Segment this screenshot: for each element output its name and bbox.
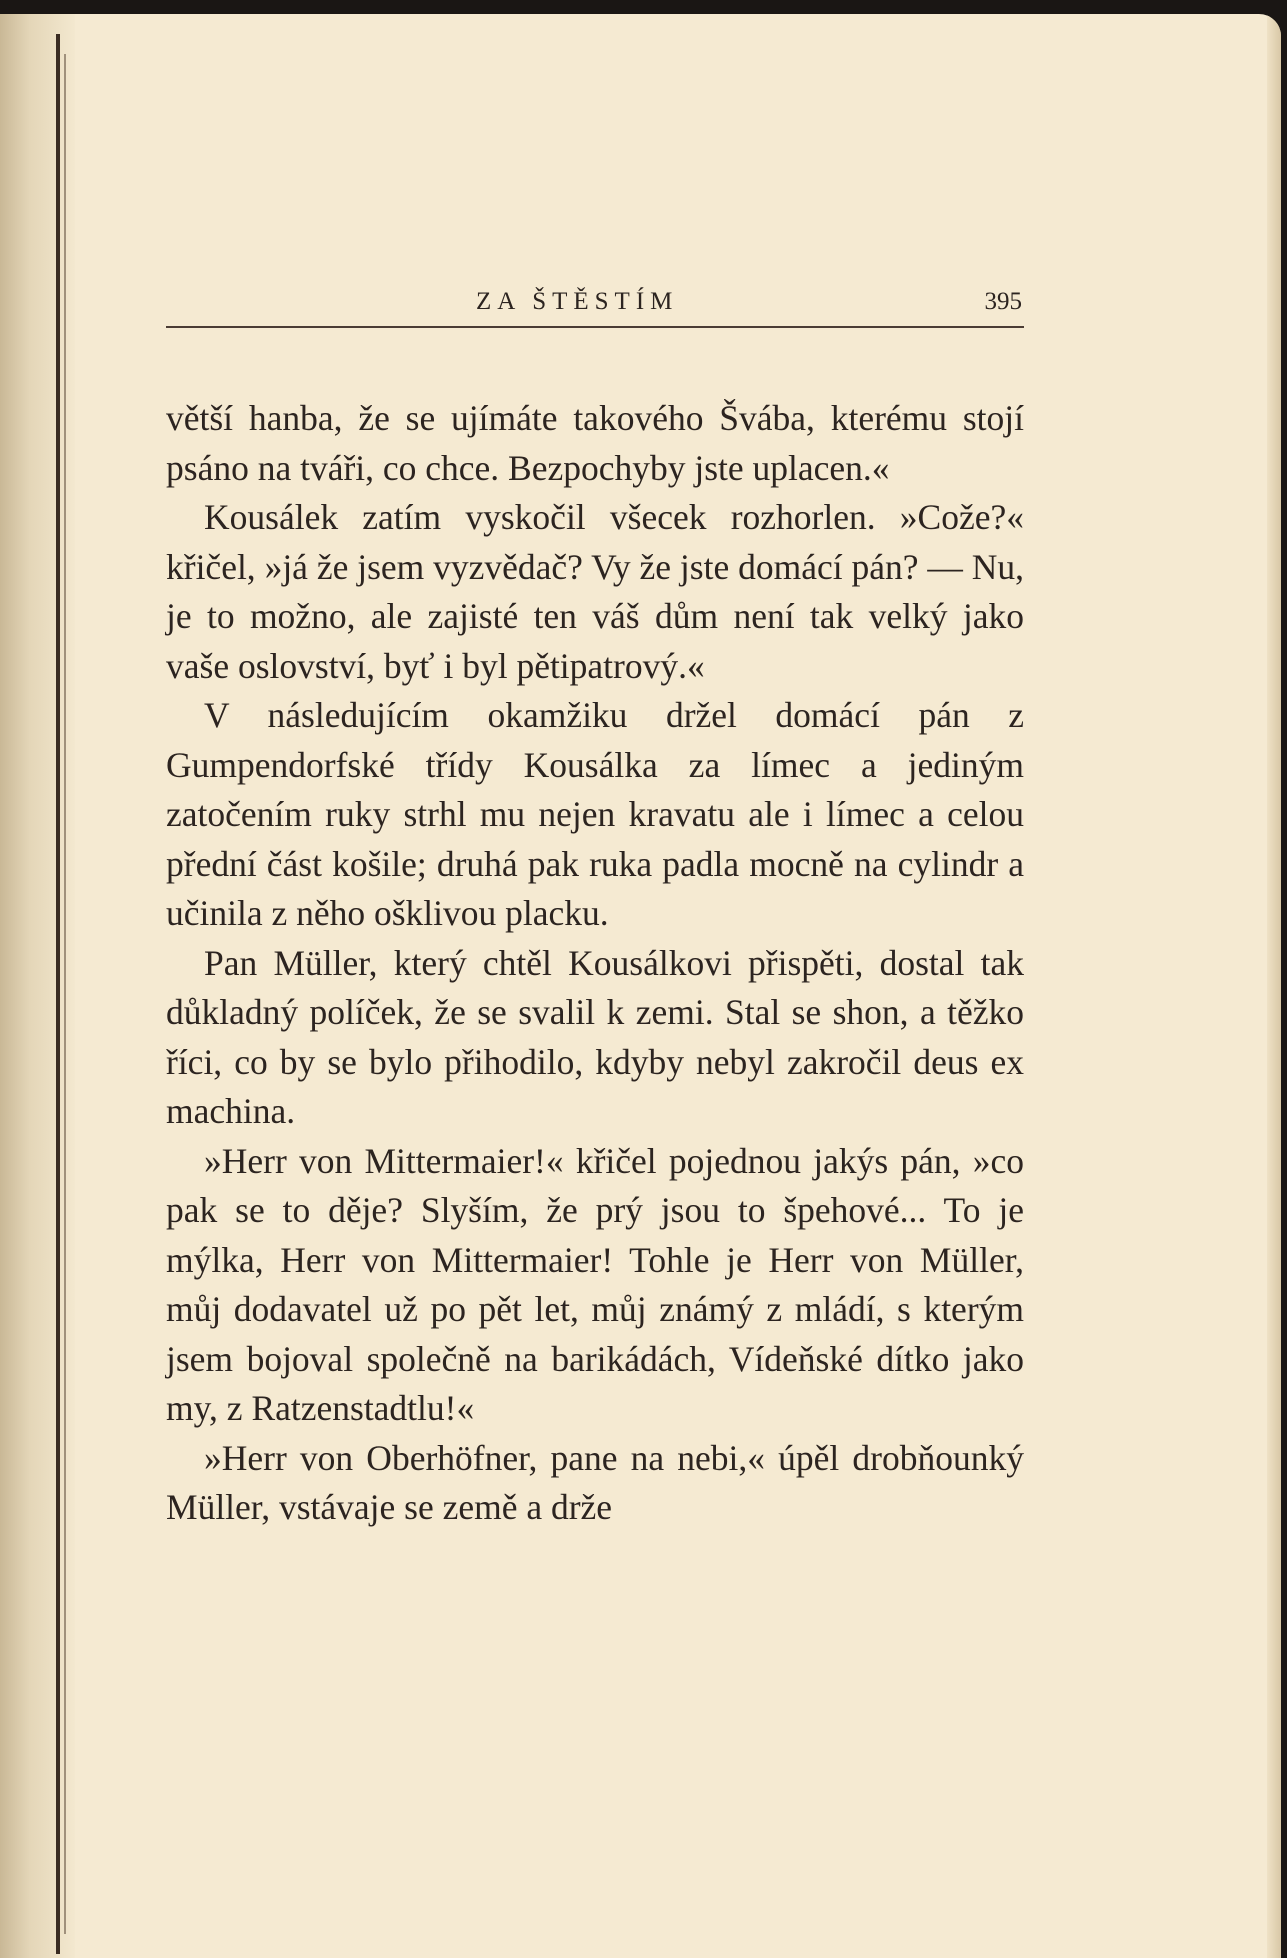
paragraph: Kousálek zatím vyskočil všecek rozhorlen. »Cože?« křičel, »já že jsem vyzvědač? Vy že jste domácí pán? — Nu, je to možno, ale zajisté ten váš dům není tak velký jako vaše oslovství, byť i byl pětipatrový.«	[166, 497, 1024, 686]
paragraph: »Herr von Oberhöfner, pane na nebi,« úpěl drobňounký Müller, vstávaje se země a drže	[166, 1437, 1024, 1527]
running-header	[166, 282, 1024, 328]
page-number: 395	[984, 288, 1022, 315]
book-page	[0, 14, 1281, 1958]
paragraph-continuation: větší hanba, že se ujímáte takového Švába, kterému stojí psáno na tváři, co chce. Bezpochyby jste uplacen.«	[166, 398, 1024, 488]
running-title: ZA ŠTĚSTÍM	[476, 288, 679, 315]
paragraph: V následujícím okamžiku držel domácí pán z Gumpendorfské třídy Kousálka za límec a jediným zatočením ruky strhl mu nejen kravatu ale i límec a celou přední část košile; druhá pak ruka padla mocně na cylindr a učinila z něho ošklivou placku.	[166, 695, 1024, 933]
binding-edge-inner	[64, 54, 66, 1934]
paragraph: »Herr von Mittermaier!« křičel pojednou jakýs pán, »co pak se to děje? Slyším, že prý jsou to špehové... To je mýlka, Herr von Mittermaier! Tohle je Herr von Müller, můj dodavatel už po pět let, můj známý z mládí, s kterým jsem bojoval společně na barikádách, Vídeňské dítko jako my, z Ratzenstadtlu!«	[166, 1140, 1024, 1428]
paragraph: Pan Müller, který chtěl Kousálkovi přispěti, dostal tak důkladný políček, že se svalil k zemi. Stal se shon, a těžko říci, co by se bylo přihodilo, kdyby nebyl zakročil deus ex machina.	[166, 942, 1024, 1131]
body-text	[166, 394, 1024, 1533]
page-edge	[1267, 14, 1281, 1958]
binding-edge	[56, 34, 60, 1954]
